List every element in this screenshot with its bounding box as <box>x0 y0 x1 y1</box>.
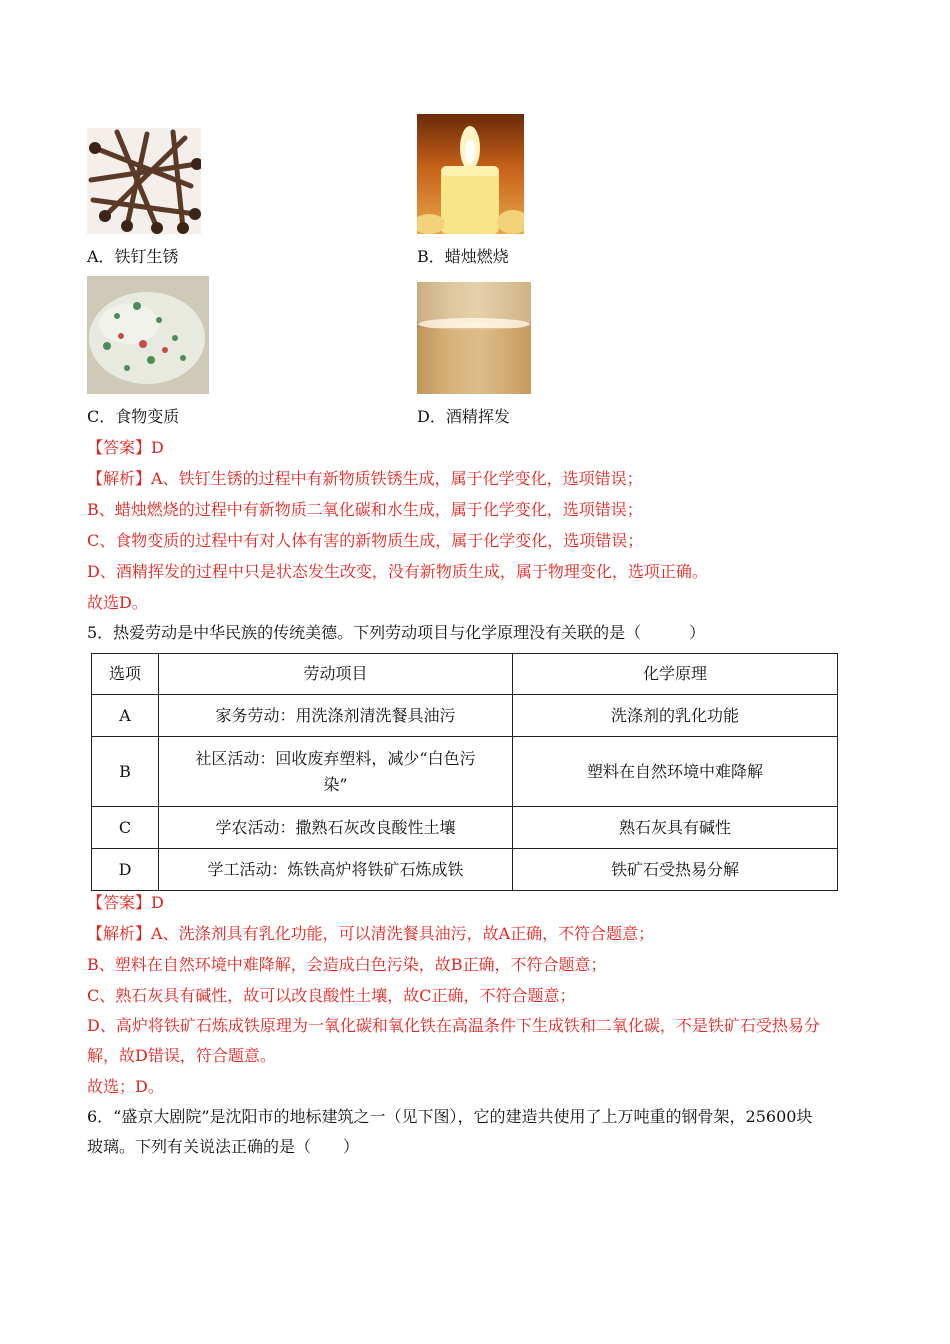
alcohol-beaker-photo <box>417 282 531 394</box>
table-header-row <box>92 654 838 695</box>
burning-candle-photo <box>417 114 524 234</box>
table-cell: D <box>92 849 159 891</box>
q4-analysis-line: C、食物变质的过程中有对人体有害的新物质生成，属于化学变化，选项错误； <box>87 531 644 550</box>
table-cell-line: 染” <box>323 774 348 794</box>
table-row <box>92 849 838 891</box>
table-row <box>92 737 838 807</box>
q6-stem: 6．“盛京大剧院”是沈阳市的地标建筑之一（见下图），它的建造共使用了上万吨重的钢骨架，25600块 <box>87 1107 813 1126</box>
table-row <box>92 695 838 737</box>
q5-answer: 【答案】D <box>87 893 164 912</box>
q5-analysis-line: 解，故D错误，符合题意。 <box>87 1046 276 1065</box>
q4-option-d: D．酒精挥发 <box>417 407 510 426</box>
table-cell: 学工活动：炼铁高炉将铁矿石炼成铁 <box>159 849 513 891</box>
q5-analysis-line: D、高炉将铁矿石炼成铁原理为一氧化碳和氧化铁在高温条件下生成铁和二氧化碳，不是铁矿石受热易分 <box>87 1016 820 1035</box>
table-header-cell: 劳动项目 <box>159 654 513 695</box>
q6-stem: 玻璃。下列有关说法正确的是（ ） <box>87 1137 360 1156</box>
table-cell: 熟石灰具有碱性 <box>513 807 838 849</box>
table-cell: 家务劳动：用洗涤剂清洗餐具油污 <box>159 695 513 737</box>
table-header-cell: 化学原理 <box>513 654 838 695</box>
rusty-nails-photo <box>87 128 201 234</box>
q4-analysis-line: D、酒精挥发的过程中只是状态发生改变，没有新物质生成，属于物理变化，选项正确。 <box>87 562 708 581</box>
q5-conclusion: 故选；D。 <box>87 1077 164 1096</box>
q5-stem: 5．热爱劳动是中华民族的传统美德。下列劳动项目与化学原理没有关联的是（ ） <box>87 623 706 642</box>
table-cell-line: 社区活动：回收废弃塑料，减少“白色污 <box>195 748 476 768</box>
q4-option-a: A．铁钉生锈 <box>87 247 179 266</box>
q5-analysis-line: C、熟石灰具有碱性，故可以改良酸性土壤，故C正确，不符合题意； <box>87 986 576 1005</box>
q5-analysis-line: 【解析】A、洗涤剂具有乳化功能，可以清洗餐具油污，故A正确，不符合题意； <box>87 924 655 943</box>
table-cell: B <box>92 737 159 807</box>
q4-answer: 【答案】D <box>87 438 164 457</box>
q4-option-b: B．蜡烛燃烧 <box>417 247 509 266</box>
q5-table <box>91 653 838 891</box>
table-cell: A <box>92 695 159 737</box>
table-cell: C <box>92 807 159 849</box>
q4-conclusion: 故选D。 <box>87 593 148 612</box>
moldy-food-photo <box>87 276 209 394</box>
q5-analysis-line: B、塑料在自然环境中难降解，会造成白色污染，故B正确，不符合题意； <box>87 955 607 974</box>
table-row <box>92 807 838 849</box>
table-cell: 铁矿石受热易分解 <box>513 849 838 891</box>
table-cell <box>159 737 513 807</box>
q4-analysis-line: 【解析】A、铁钉生锈的过程中有新物质铁锈生成，属于化学变化，选项错误； <box>87 469 643 488</box>
q4-option-c: C．食物变质 <box>87 407 180 426</box>
table-cell: 学农活动：撒熟石灰改良酸性土壤 <box>159 807 513 849</box>
q4-analysis-line: B、蜡烛燃烧的过程中有新物质二氧化碳和水生成，属于化学变化，选项错误； <box>87 500 643 519</box>
table-header-cell: 选项 <box>92 654 159 695</box>
table-cell: 洗涤剂的乳化功能 <box>513 695 838 737</box>
table-cell: 塑料在自然环境中难降解 <box>513 737 838 807</box>
